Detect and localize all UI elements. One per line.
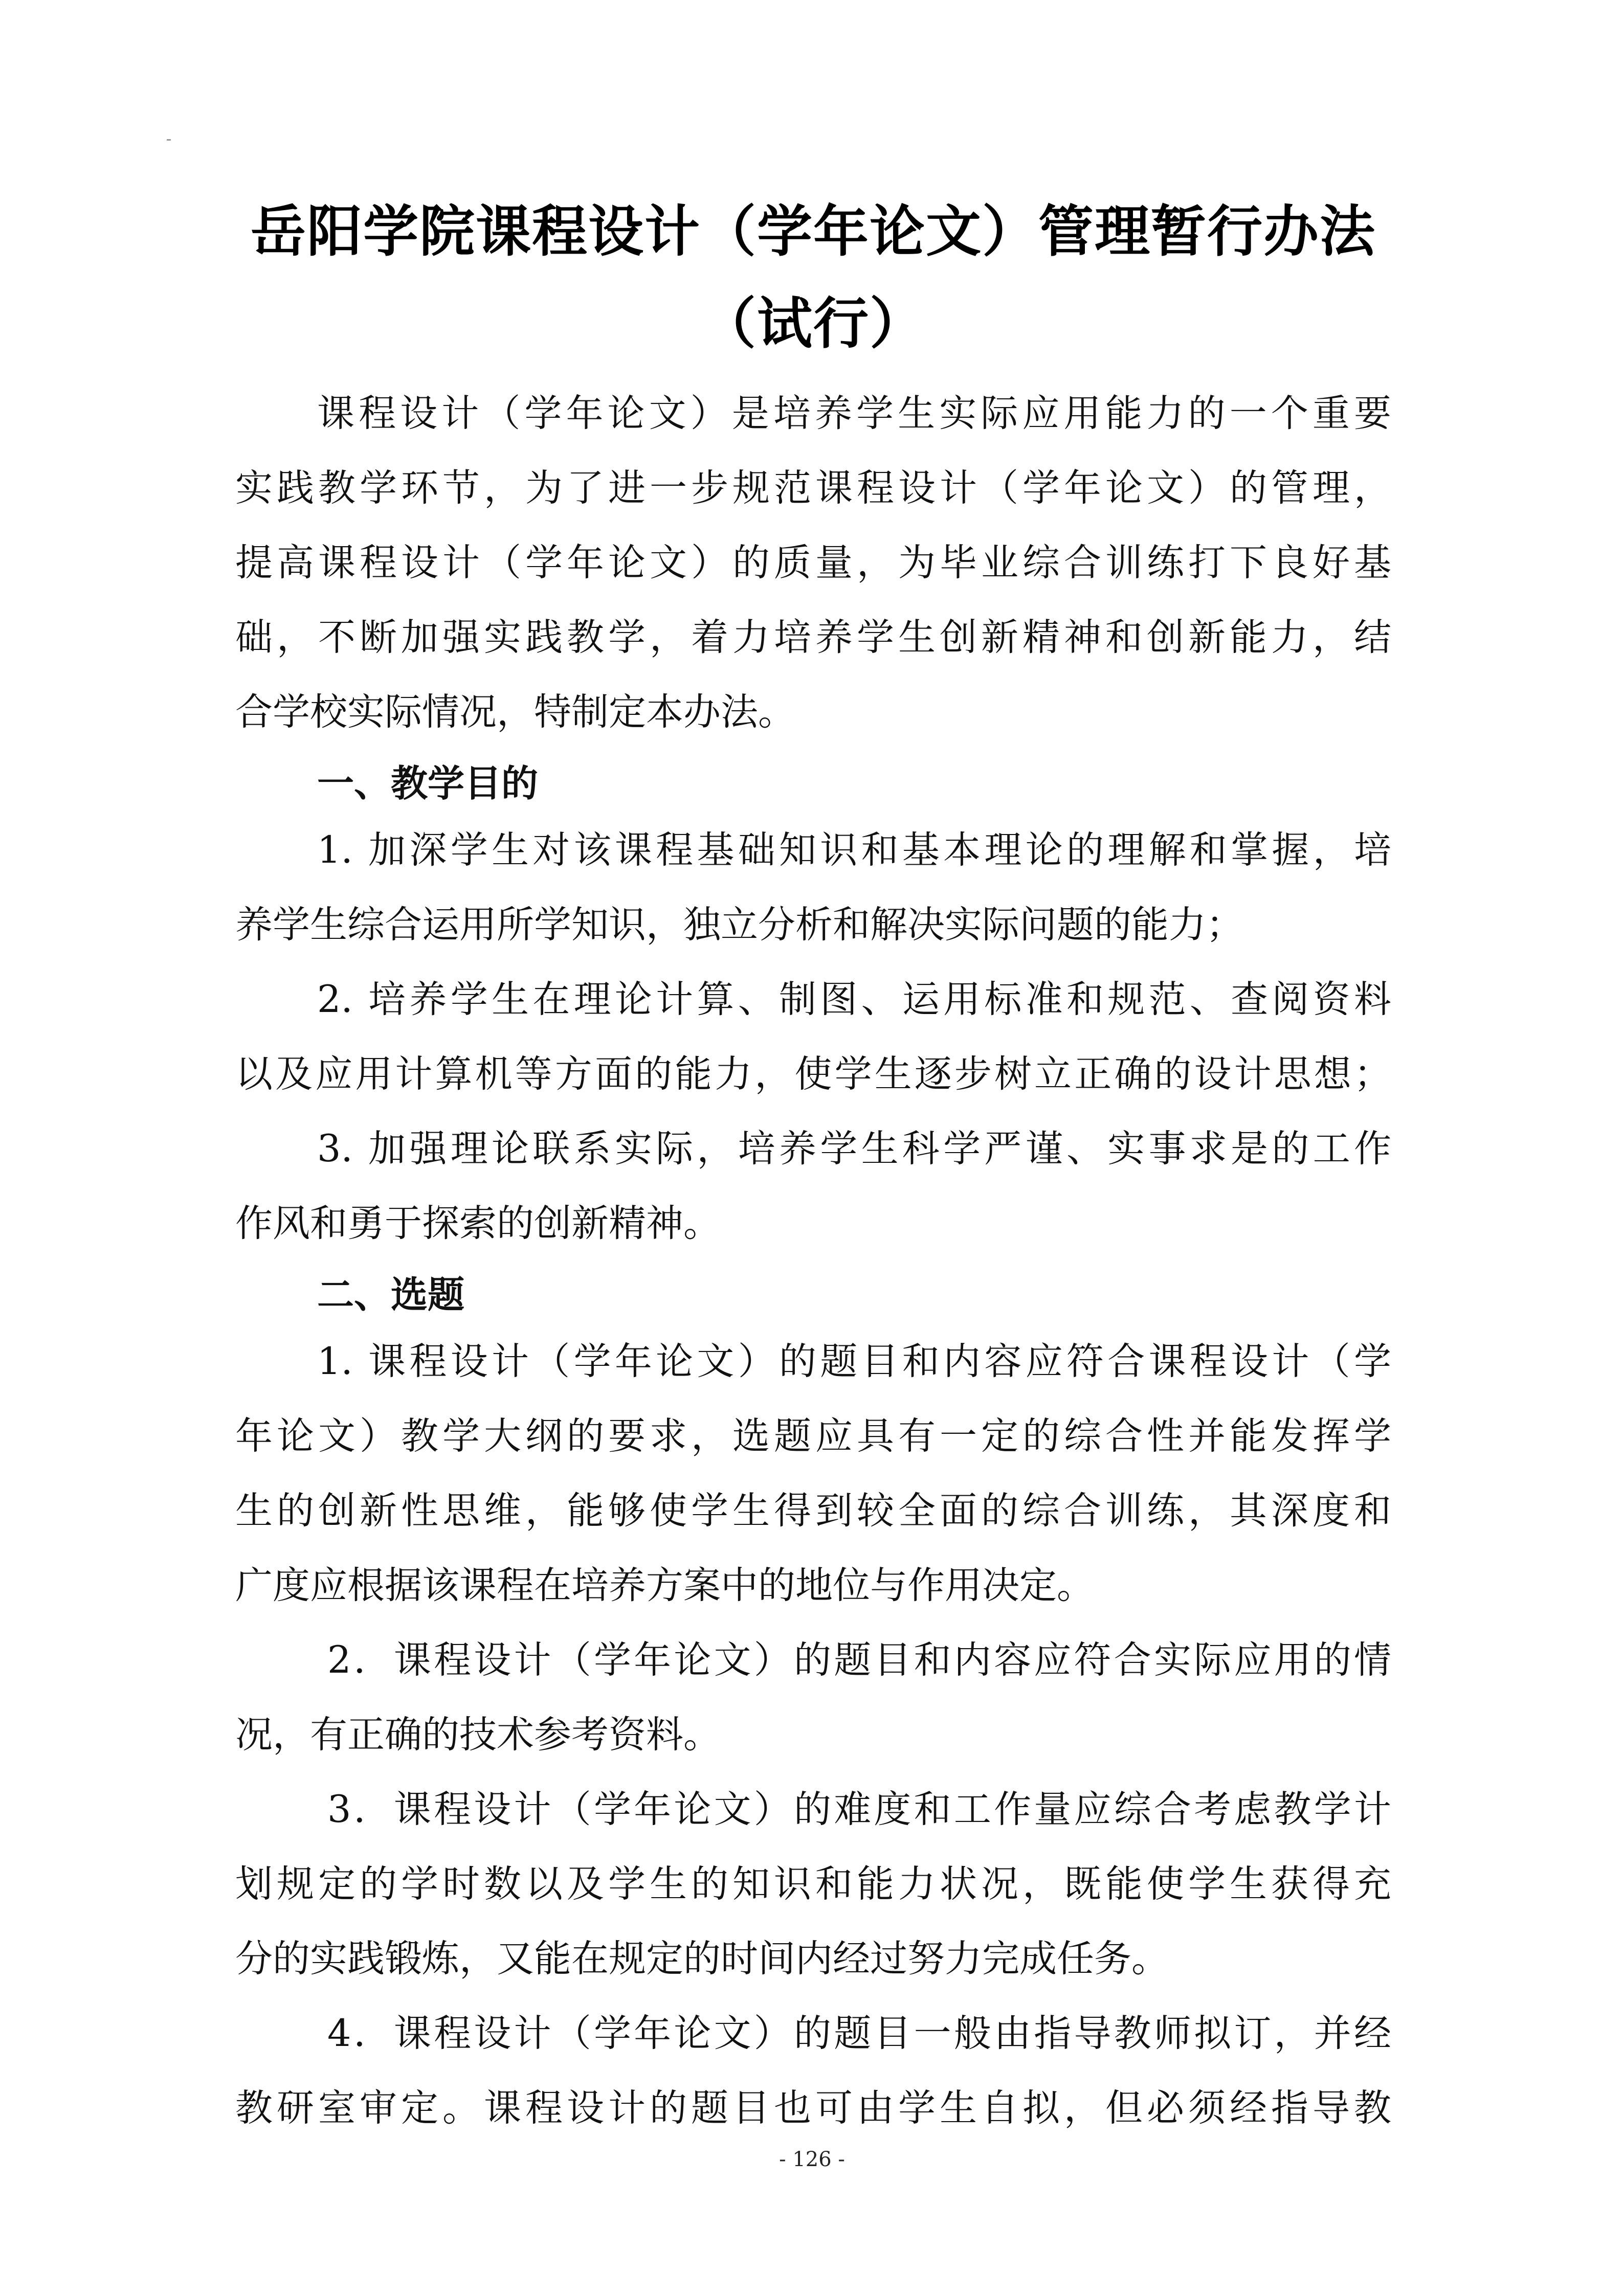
intro-line: 础，不断加强实践教学，着力培养学生创新精神和创新能力，结 — [235, 616, 1391, 659]
paragraph-line: 作风和勇于探索的创新精神。 — [235, 1202, 721, 1245]
paragraph-line: 4．课程设计（学年论文）的题目一般由指导教师拟订，并经 — [327, 2012, 1391, 2055]
document-title: 岳阳学院课程设计（学年论文）管理暂行办法 — [250, 200, 1376, 264]
paragraph-line: 以及应用计算机等方面的能力，使学生逐步树立正确的设计思想； — [235, 1052, 1391, 1096]
intro-line: 合学校实际情况，特制定本办法。 — [235, 690, 795, 734]
paragraph-line: 1. 加深学生对该课程基础知识和基本理论的理解和掌握，培 — [317, 828, 1391, 872]
paragraph-line: 划规定的学时数以及学生的知识和能力状况，既能使学生获得充 — [235, 1862, 1391, 1906]
document-subtitle: （试行） — [700, 292, 926, 356]
paragraph-line: 1. 课程设计（学年论文）的题目和内容应符合课程设计（学 — [317, 1340, 1391, 1383]
intro-line: 实践教学环节，为了进一步规范课程设计（学年论文）的管理， — [235, 466, 1391, 510]
paragraph-line: 广度应根据该课程在培养方案中的地位与作用决定。 — [235, 1564, 1094, 1607]
paragraph-line: 3．课程设计（学年论文）的难度和工作量应综合考虑教学计 — [327, 1788, 1391, 1831]
paragraph-line: 2. 培养学生在理论计算、制图、运用标准和规范、查阅资料 — [317, 978, 1391, 1021]
paragraph-line: 分的实践锻炼，又能在规定的时间内经过努力完成任务。 — [235, 1937, 1169, 1980]
paragraph-line: 养学生综合运用所学知识，独立分析和解决实际问题的能力； — [235, 903, 1243, 947]
paragraph-line: 生的创新性思维，能够使学生得到较全面的综合训练，其深度和 — [235, 1489, 1391, 1533]
paragraph-line: 2．课程设计（学年论文）的题目和内容应符合实际应用的情 — [327, 1638, 1391, 1682]
paragraph-line: 教研室审定。课程设计的题目也可由学生自拟，但必须经指导教 — [235, 2086, 1391, 2130]
section-heading: 一、教学目的 — [317, 762, 539, 805]
paragraph-line: 况，有正确的技术参考资料。 — [235, 1713, 721, 1757]
intro-line: 提高课程设计（学年论文）的质量，为毕业综合训练打下良好基 — [235, 541, 1391, 584]
scan-speck — [167, 139, 171, 141]
page-number: - 126 - — [779, 2148, 845, 2171]
intro-line: 课程设计（学年论文）是培养学生实际应用能力的一个重要 — [317, 392, 1391, 435]
paragraph-line: 年论文）教学大纲的要求，选题应具有一定的综合性并能发挥学 — [235, 1414, 1391, 1458]
paragraph-line: 3. 加强理论联系实际，培养学生科学严谨、实事求是的工作 — [317, 1127, 1391, 1170]
section-heading: 二、选题 — [317, 1273, 465, 1316]
